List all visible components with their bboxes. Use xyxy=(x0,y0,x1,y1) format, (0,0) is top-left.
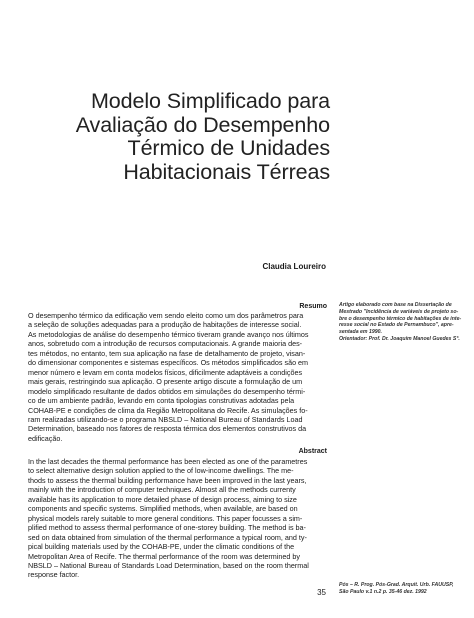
sidenote-line: sentada em 1990. xyxy=(339,329,382,336)
resumo-line: tes métodos, no entanto, tem sua aplicação na fase de detalhamento de projeto, visan- xyxy=(28,348,306,358)
resumo-line: ram realizadas utilizando-se o programa NBSLD – National Bureau of Standards Load xyxy=(28,414,303,424)
abstract-line: to select alternative design solution applied to the of low-income dwellings. The me- xyxy=(28,466,294,476)
resumo-line: edificação. xyxy=(28,433,63,443)
abstract-line: sed on data obtained from simulation of the thermal performance a typical room, and ty- xyxy=(28,532,307,542)
title-line-4: Habitacionais Térreas xyxy=(123,159,330,184)
abstract-line: thods to assess the thermal building performance have been improved in the last years, xyxy=(28,475,307,485)
abstract-line: mainly with the introduction of computer techniques. Almost all the methods currenty xyxy=(28,485,296,495)
article-sidenote xyxy=(339,302,461,343)
sidenote-line: resse social no Estado de Pernambuco", apre- xyxy=(339,322,454,329)
abstract-heading: Abstract xyxy=(298,448,327,455)
abstract-body xyxy=(28,457,327,580)
abstract-line: NBSLD – National Bureau of Standards Load Determination, based on the room thermal xyxy=(28,560,309,570)
abstract-line: components and specific systems. Simplified methods, when available, are based on xyxy=(28,504,298,514)
resumo-line: do dimensionar componentes e sistemas específicos. Os métodos simplificados são em xyxy=(28,358,309,368)
abstract-line: Metropolitan Area of Recife. The thermal performance of the room was determined by xyxy=(28,551,300,561)
resumo-line: modelo simplificado resultante de dados obtidos em simulações do desempenho térmi- xyxy=(28,386,306,396)
resumo-body xyxy=(28,311,327,443)
resumo-line: menor número e levam em conta modelos físicos, dificilmente adaptáveis a condições xyxy=(28,367,303,377)
title-line-3: Térmico de Unidades xyxy=(127,136,330,160)
resumo-line: Determination, baseado nos fatores de resposta térmica dos elementos construtivos da xyxy=(28,424,307,434)
abstract-line: plified method to assess thermal performance of one-storey building. The method is ba- xyxy=(28,523,306,533)
resumo-heading: Resumo xyxy=(299,303,327,310)
resumo-line: a seleção de soluções adequadas para a produção de habitações de interesse social. xyxy=(28,320,302,330)
abstract-line: physical models rarely suitable to more general conditions. This paper focusses a sim- xyxy=(28,513,303,523)
abstract-line: available has its application to more detailed phase of design process, aiming to size xyxy=(28,494,297,504)
resumo-line: mais gerais, restringindo sua aplicação. O presente artigo discute a formulação de um xyxy=(28,377,303,387)
resumo-line: O desempenho térmico da edificação vem sendo eleito como um dos parâmetros para xyxy=(28,311,304,320)
sidenote-line: Artigo elaborado com base na Dissertação de xyxy=(339,302,452,308)
sidenote-line: bre o desempenho térmico de habitações de inte- xyxy=(339,315,462,322)
abstract-line: In the last decades the thermal performance has been elected as one of the parametres xyxy=(28,457,308,466)
abstract-line: response factor. xyxy=(28,570,80,580)
resumo-line: anos, sobretudo com a introdução de recursos computacionais. A grande maioria des- xyxy=(28,339,303,349)
article-title xyxy=(60,90,330,184)
author-name: Claudia Loureiro xyxy=(262,262,326,271)
title-line-1: Modelo Simplificado para xyxy=(90,89,330,113)
resumo-line: As metodologias de análise do desempenho térmico tiveram grande avanço nos últimos xyxy=(28,329,309,339)
journal-reference xyxy=(339,582,463,596)
journal-reference-line: Pós – R. Prog. Pós-Grad. Arquit. Urb. FAUUSP, xyxy=(339,582,454,588)
resumo-line: co de um ambiente padrão, levando em conta tipologias construtivas adotadas pela xyxy=(28,396,295,406)
title-line-2: Avaliação do Desempenho xyxy=(75,112,330,137)
sidenote-line: Orientador: Prof. Dr. Joaquim Manoel Guedes S°. xyxy=(339,335,460,342)
abstract-line: pical building materials used by the COHAB-PE, under the climatic conditions of the xyxy=(28,542,295,552)
sidenote-line: Mestrado "Incidência de variáveis de projeto so- xyxy=(339,308,459,315)
resumo-line: COHAB-PE e condições de clima da Região Metropolitana do Recife. As simulações fo- xyxy=(28,405,308,415)
page-number: 35 xyxy=(317,588,326,597)
journal-reference-line: São Paulo v.1 n.2 p. 35-46 dez. 1992 xyxy=(339,588,427,595)
